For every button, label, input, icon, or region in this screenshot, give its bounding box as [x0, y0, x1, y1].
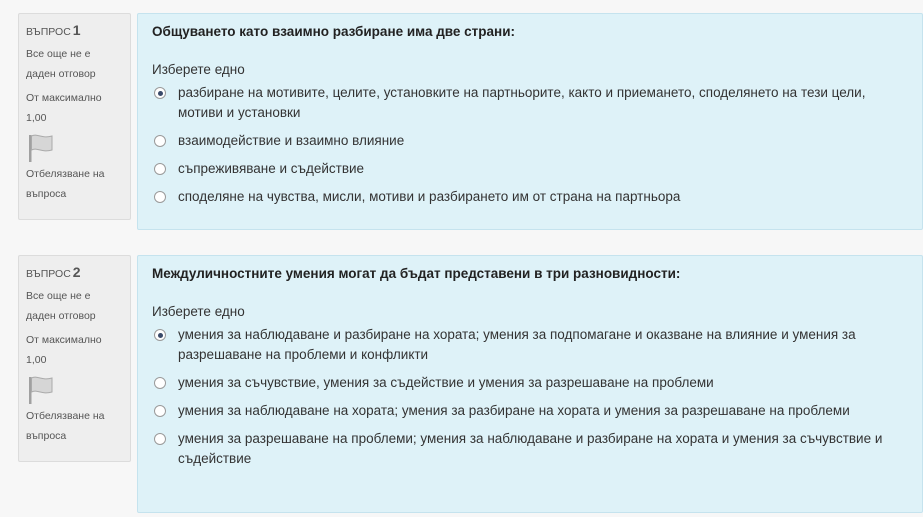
flag-toggle[interactable] — [26, 132, 123, 204]
radio-button[interactable] — [154, 377, 166, 389]
question-info — [18, 13, 131, 220]
answer-option[interactable] — [152, 187, 908, 207]
answer-options — [152, 325, 908, 469]
question-grade: От максимално 1,00 — [26, 334, 102, 366]
radio-button[interactable] — [154, 433, 166, 445]
flag-icon[interactable] — [26, 374, 56, 406]
answer-option[interactable] — [152, 83, 908, 123]
answer-prompt: Изберете едно — [152, 304, 245, 319]
option-label[interactable]: умения за наблюдаване на хората; умения за разбиране на хората и умения за разрешаване на проблеми — [178, 403, 850, 418]
option-label[interactable]: взаимодействие и взаимно влияние — [178, 133, 405, 148]
question-state: Все още не е даден отговор — [26, 290, 96, 322]
answer-option[interactable] — [152, 325, 908, 365]
answer-options — [152, 83, 908, 207]
answer-option[interactable] — [152, 429, 908, 469]
radio-button[interactable] — [154, 163, 166, 175]
flag-label[interactable]: Отбелязване на въпроса — [26, 168, 105, 200]
option-label[interactable]: споделяне на чувства, мисли, мотиви и разбирането им от страна на партньора — [178, 189, 681, 204]
radio-button[interactable] — [154, 329, 166, 341]
answer-option[interactable] — [152, 159, 908, 179]
radio-button[interactable] — [154, 191, 166, 203]
radio-button[interactable] — [154, 405, 166, 417]
answer-prompt: Изберете едно — [152, 62, 245, 77]
question-content — [137, 255, 923, 513]
answer-option[interactable] — [152, 131, 908, 151]
option-label[interactable]: разбиране на мотивите, целите, установките на партньорите, както и приемането, споделянето на тези цели, мотиви и установки — [178, 85, 866, 120]
option-label[interactable]: умения за съчувствие, умения за съдействие и умения за разрешаване на проблеми — [178, 375, 714, 390]
radio-button[interactable] — [154, 87, 166, 99]
question-content — [137, 13, 923, 230]
flag-icon[interactable] — [26, 132, 56, 164]
question-grade: От максимално 1,00 — [26, 92, 102, 124]
flag-toggle[interactable] — [26, 374, 123, 446]
radio-button[interactable] — [154, 135, 166, 147]
option-label[interactable]: умения за разрешаване на проблеми; умения за наблюдаване и разбиране на хората и умения за съчувствие и съдействие — [178, 431, 883, 466]
question-number: ВЪПРОС 1 — [26, 22, 81, 38]
flag-label[interactable]: Отбелязване на въпроса — [26, 410, 105, 442]
question-state: Все още не е даден отговор — [26, 48, 96, 80]
question-info — [18, 255, 131, 462]
question-text: Междуличностните умения могат да бъдат представени в три разновидности: — [152, 266, 681, 281]
question-number: ВЪПРОС 2 — [26, 264, 81, 280]
answer-option[interactable] — [152, 373, 908, 393]
question-text: Общуването като взаимно разбиране има две страни: — [152, 24, 515, 39]
answer-option[interactable] — [152, 401, 908, 421]
option-label[interactable]: умения за наблюдаване и разбиране на хората; умения за подпомагане и оказване на влияние и умения за разрешаване на проблеми и конфликти — [178, 327, 856, 362]
option-label[interactable]: съпреживяване и съдействие — [178, 161, 365, 176]
